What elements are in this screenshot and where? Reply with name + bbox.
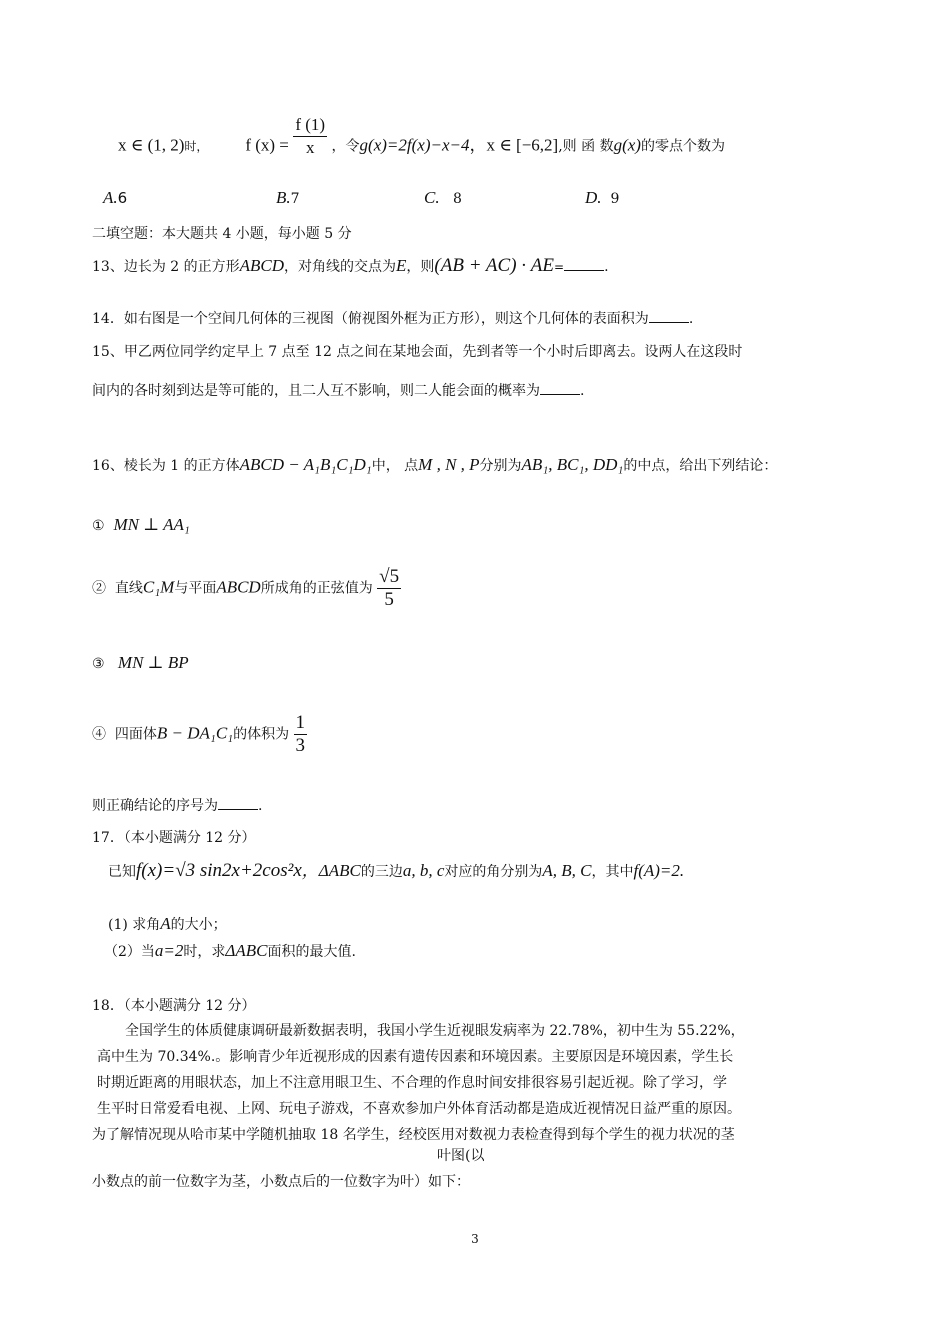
q12-g-definition: g(x)=2f(x)−x−4 [359, 135, 470, 155]
q16-prefix: 16、棱长为 1 的正方体 [92, 458, 240, 474]
q17-part-2-label: （2）当 [104, 944, 155, 960]
q15-line-2: 间内的各时刻到达是等可能的，且二人互不影响，则二人能会面的概率为 . [92, 380, 584, 401]
q13-equals: = [554, 260, 565, 274]
q16-c4-fraction [294, 712, 308, 757]
q17-angles-text: 对应的角分别为 [444, 864, 543, 880]
q16-c4-text-a: 四面体 [114, 726, 157, 743]
q18-line-3: 时期近距离的用眼状态，加上不注意用眼卫生、不合理的作息时间安排很容易引起近视。除了学习，学 [97, 1075, 727, 1091]
q18-line-7: 小数点的前一位数字为茎，小数点后的一位数字为叶）如下： [92, 1174, 470, 1190]
q12-domain: ，x ∈ [−6,2] [469, 135, 559, 155]
q17-function: f(x)=√3 sin2x+2cos²x [136, 860, 302, 881]
q16-c4-text-b: 的体积为 [233, 726, 290, 743]
q13-vector-expression: (AB + AC) · AE [434, 255, 554, 276]
section-fill-in-header: 二填空题：本大题共 4 小题，每小题 5 分 [92, 226, 352, 242]
q12-option-b [276, 188, 300, 209]
q15-line-1: 15、甲乙两位同学约定早上 7 点至 12 点之间在某地会面，先到者等一个小时后即离去。设两人在这段时 [92, 344, 743, 360]
q16-conclusion-3 [92, 653, 189, 674]
q16-zhong: 中， 点 [371, 458, 419, 474]
q17-prefix: 已知 [108, 864, 136, 880]
q16-cube-name: ABCD − A₁B₁C₁D₁ [239, 455, 372, 474]
q16-c2-plane: ABCD [216, 577, 261, 597]
q17-part-1 [108, 914, 227, 935]
q16-conclusion-2 [92, 566, 401, 611]
q18-line-4: 生平时日常爱看电视、上网、玩电子游戏，不喜欢参加户外体育活动都是造成近视情况日益严重的原因。 [97, 1101, 741, 1117]
q16-c4-number: ④ [92, 726, 106, 743]
q16-tail: 的中点，给出下列结论： [623, 458, 778, 474]
q17-header: 17．（本小题满分 12 分） [92, 830, 256, 846]
q13-then: ，则 [406, 259, 435, 275]
q12-option-a-value: 6 [117, 189, 128, 207]
q16-c2-number: ② [92, 580, 106, 597]
q16-c4-denominator: 3 [295, 735, 306, 756]
q12-option-c-letter: C. [424, 188, 440, 207]
q16-ask-text: 则正确结论的序号为 [92, 798, 218, 814]
q18-line-5: 为了解情况现从哈市某中学随机抽取 18 名学生，经校医用对数视力表检查得到每个学生的视力状况的茎 [92, 1127, 735, 1143]
q18-line-2: 高中生为 70.34%.。影响青少年近视形成的因素有遗传因素和环境因素。主要原因是环境因素，学生长 [97, 1049, 734, 1065]
q17-angle-a: A [160, 914, 171, 933]
q12-time-word: 时， [184, 139, 209, 154]
q12-x-range: x ∈ (1, 2) [118, 135, 185, 155]
q16-ask-line: 则正确结论的序号为 . [92, 795, 262, 816]
q18-line-1: 全国学生的体质健康调研最新数据表明，我国小学生近视眼发病率为 22.78%，初中生为 55.22%， [125, 1023, 745, 1039]
q13-mid-text: ，对角线的交点为 [284, 259, 397, 275]
q16-c2-denominator: 5 [384, 589, 394, 610]
q16-segments: AB₁, BC₁, DD₁ [521, 455, 624, 474]
q16-conclusion-1 [92, 515, 190, 536]
page-number: 3 [471, 1232, 479, 1246]
q12-option-c-value: 8 [452, 191, 462, 207]
q12-f-numerator: f (1) [293, 114, 327, 137]
q12-option-d-letter: D. [585, 188, 602, 207]
q16-line [92, 455, 777, 476]
q16-c2-text-a: 直线 [114, 580, 143, 597]
q16-points: M , N , P [418, 455, 480, 474]
q12-option-c [424, 188, 462, 209]
q14-line: 14．如右图是一个空间几何体的三视图（俯视图外框为正方形），则这个几何体的表面积为 . [92, 308, 693, 329]
q15-line-2-text: 间内的各时刻到达是等可能的，且二人互不影响，则二人能会面的概率为 [92, 383, 540, 399]
q13-line: 13、边长为 2 的正方形ABCD，对角线的交点为E，则(AB + AC) · AE= . [92, 255, 609, 276]
q17-a-value: a=2 [154, 941, 184, 960]
q13-square-name: ABCD [239, 256, 285, 275]
q15-answer-blank[interactable] [540, 380, 580, 395]
q14-answer-blank[interactable] [649, 308, 689, 323]
q16-conclusion-4 [92, 712, 307, 757]
q18-header: 18．（本小题满分 12 分） [92, 998, 256, 1014]
q13-point-e: E [396, 256, 407, 275]
q12-option-d-value: 9 [610, 191, 620, 207]
q17-triangle: ，ΔABC [301, 861, 361, 880]
q16-c3-number: ③ [92, 656, 105, 672]
q13-prefix: 13、边长为 2 的正方形 [92, 259, 240, 275]
q17-part-2-text-a: 时，求 [183, 944, 226, 960]
q12-option-a [103, 188, 127, 209]
q16-answer-blank[interactable] [218, 795, 258, 810]
q17-sides: a, b, c [402, 861, 445, 880]
q12-option-a-letter: A. [103, 188, 118, 207]
q12-ling: ，令 [331, 138, 360, 155]
q13-answer-blank[interactable] [564, 256, 604, 271]
q17-angles: A, B, C [542, 861, 592, 880]
q16-c4-solid: B − DA₁C₁ [156, 723, 234, 743]
q16-c2-numerator: √5 [379, 566, 400, 587]
q12-option-b-value: 7 [290, 191, 300, 207]
q16-c3-expression: MN ⊥ BP [117, 653, 189, 672]
q17-part-2 [104, 941, 356, 962]
q12-g-symbol: g(x) [613, 135, 641, 155]
q18-line-6: 叶图(以 [437, 1148, 485, 1164]
q16-c1-number: ① [92, 518, 105, 534]
q12-f-denominator: x [305, 138, 315, 157]
q12-condition-line [118, 115, 725, 169]
q12-f-lhs: f (x) = [245, 135, 289, 155]
q17-where: ，其中 [591, 864, 634, 880]
q17-part-2-text-b: 面积的最大值. [267, 944, 356, 960]
q16-c2-fraction [377, 566, 401, 611]
q16-c2-text-c: 所成角的正弦值为 [260, 580, 373, 597]
q12-option-d [585, 188, 619, 209]
q12-f-fraction [293, 114, 327, 159]
q16-c4-numerator: 1 [295, 712, 306, 733]
q17-part-1-label: (1) 求角 [108, 917, 161, 933]
q17-statement [108, 861, 684, 882]
q16-c2-text-b: 与平面 [174, 580, 217, 597]
q12-tail-b: 的零点个数为 [640, 138, 725, 155]
q16-c1-expression: MN ⊥ AA₁ [113, 515, 190, 534]
q17-part-2-triangle: ΔABC [225, 941, 268, 960]
q12-tail-a: ,则 函 数 [558, 138, 614, 155]
q16-c2-line: C₁M [142, 577, 175, 597]
q16-fen: 分别为 [479, 458, 522, 474]
q17-part-1-text: 的大小； [170, 917, 227, 933]
q12-option-b-letter: B. [276, 188, 291, 207]
q14-text: 14．如右图是一个空间几何体的三视图（俯视图外框为正方形），则这个几何体的表面积为 [92, 311, 649, 327]
q17-condition: f(A)=2. [633, 861, 685, 880]
q17-sides-text: 的三边 [360, 864, 403, 880]
